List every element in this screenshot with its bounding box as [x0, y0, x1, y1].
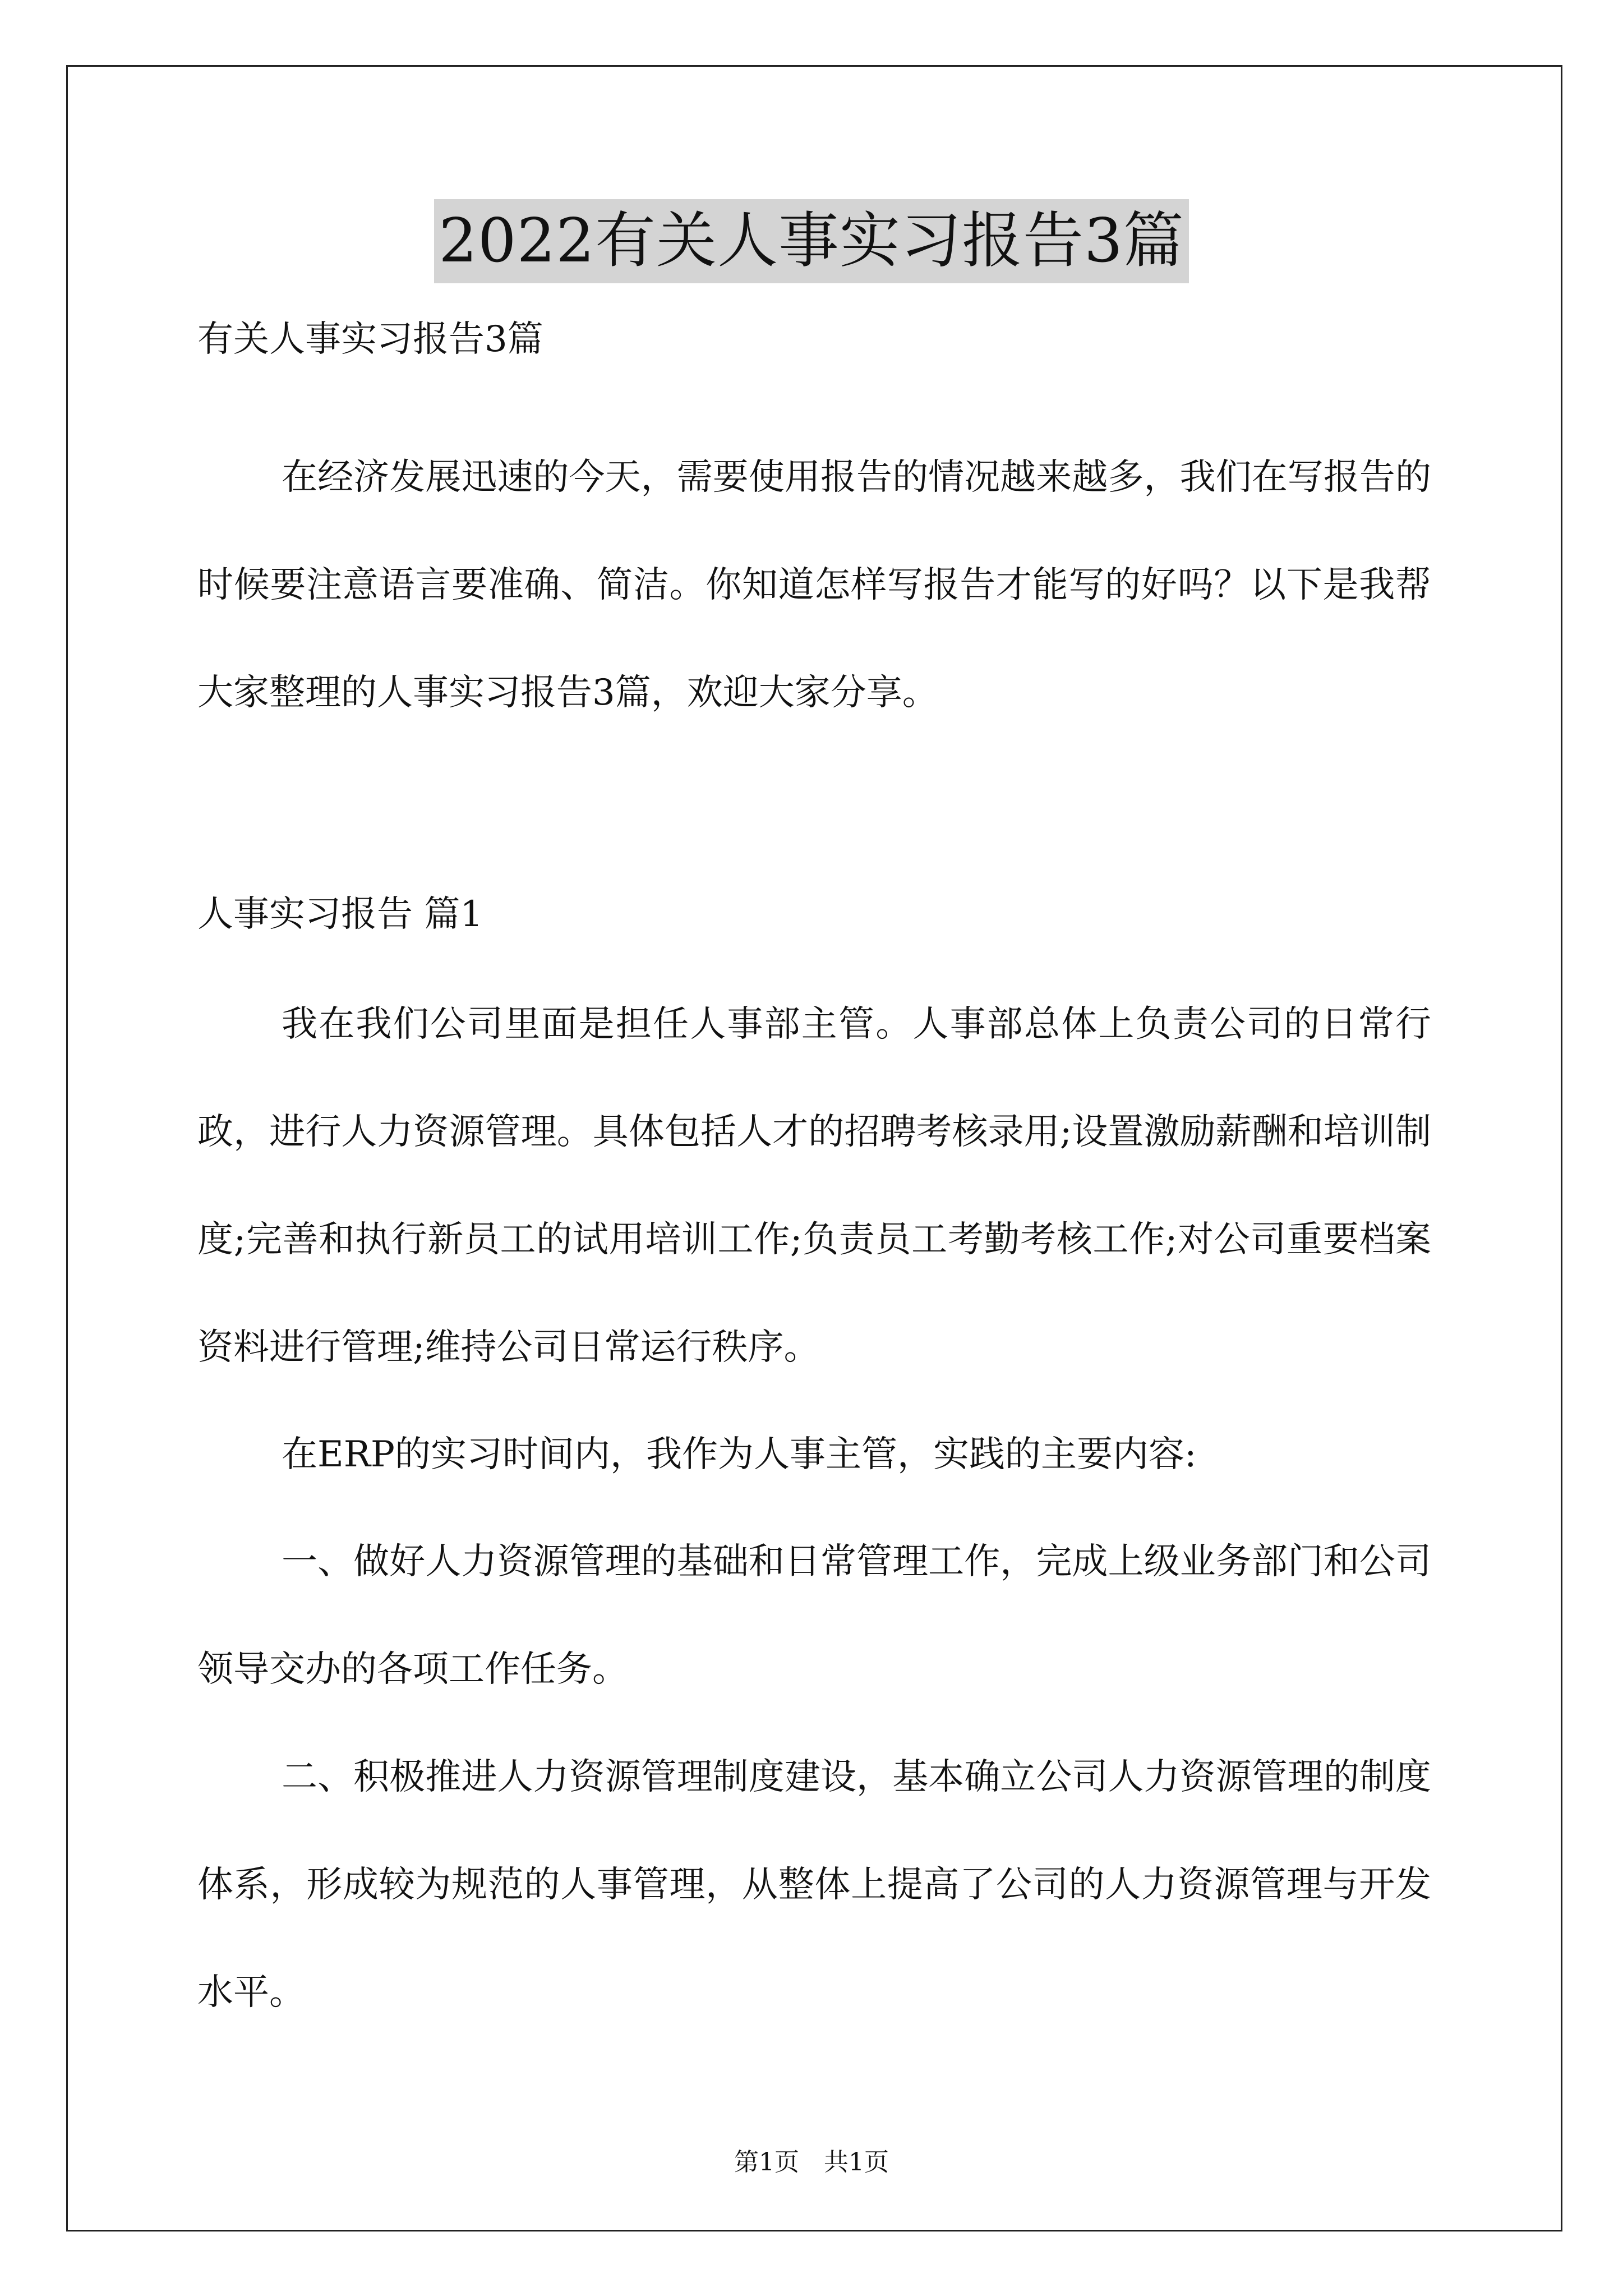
- body-paragraph-1: 我在我们公司里面是担任人事部主管。人事部总体上负责公司的日常行政，进行人力资源管理。具体包括人才的招聘考核录用;设置激励薪酬和培训制度;完善和执行新员工的试用培训工作;负责员工考勤考核工作;对公司重要档案资料进行管理;维持公司日常运行秩序。: [197, 1004, 1431, 1368]
- title-container: [0, 199, 1623, 283]
- page-footer: 第1页 共1页: [734, 2148, 889, 2177]
- body-paragraph-2: 在ERP的实习时间内，我作为人事主管，实践的主要内容:: [282, 1434, 1197, 1475]
- body-paragraph-4: 二、积极推进人力资源管理制度建设，基本确立公司人力资源管理的制度体系，形成较为规范的人事管理，从整体上提高了公司的人力资源管理与开发水平。: [197, 1756, 1431, 2013]
- document-subtitle: 有关人事实习报告3篇: [197, 319, 543, 360]
- section-heading-1: 人事实习报告 篇1: [197, 894, 483, 935]
- body-paragraph-3: 一、做好人力资源管理的基础和日常管理工作，完成上级业务部门和公司领导交办的各项工作任务。: [197, 1541, 1431, 1690]
- document-title: 2022有关人事实习报告3篇: [434, 199, 1189, 283]
- intro-paragraph: 在经济发展迅速的今天，需要使用报告的情况越来越多，我们在写报告的时候要注意语言要准确、简洁。你知道怎样写报告才能写的好吗？以下是我帮大家整理的人事实习报告3篇，欢迎大家分享。: [197, 457, 1431, 714]
